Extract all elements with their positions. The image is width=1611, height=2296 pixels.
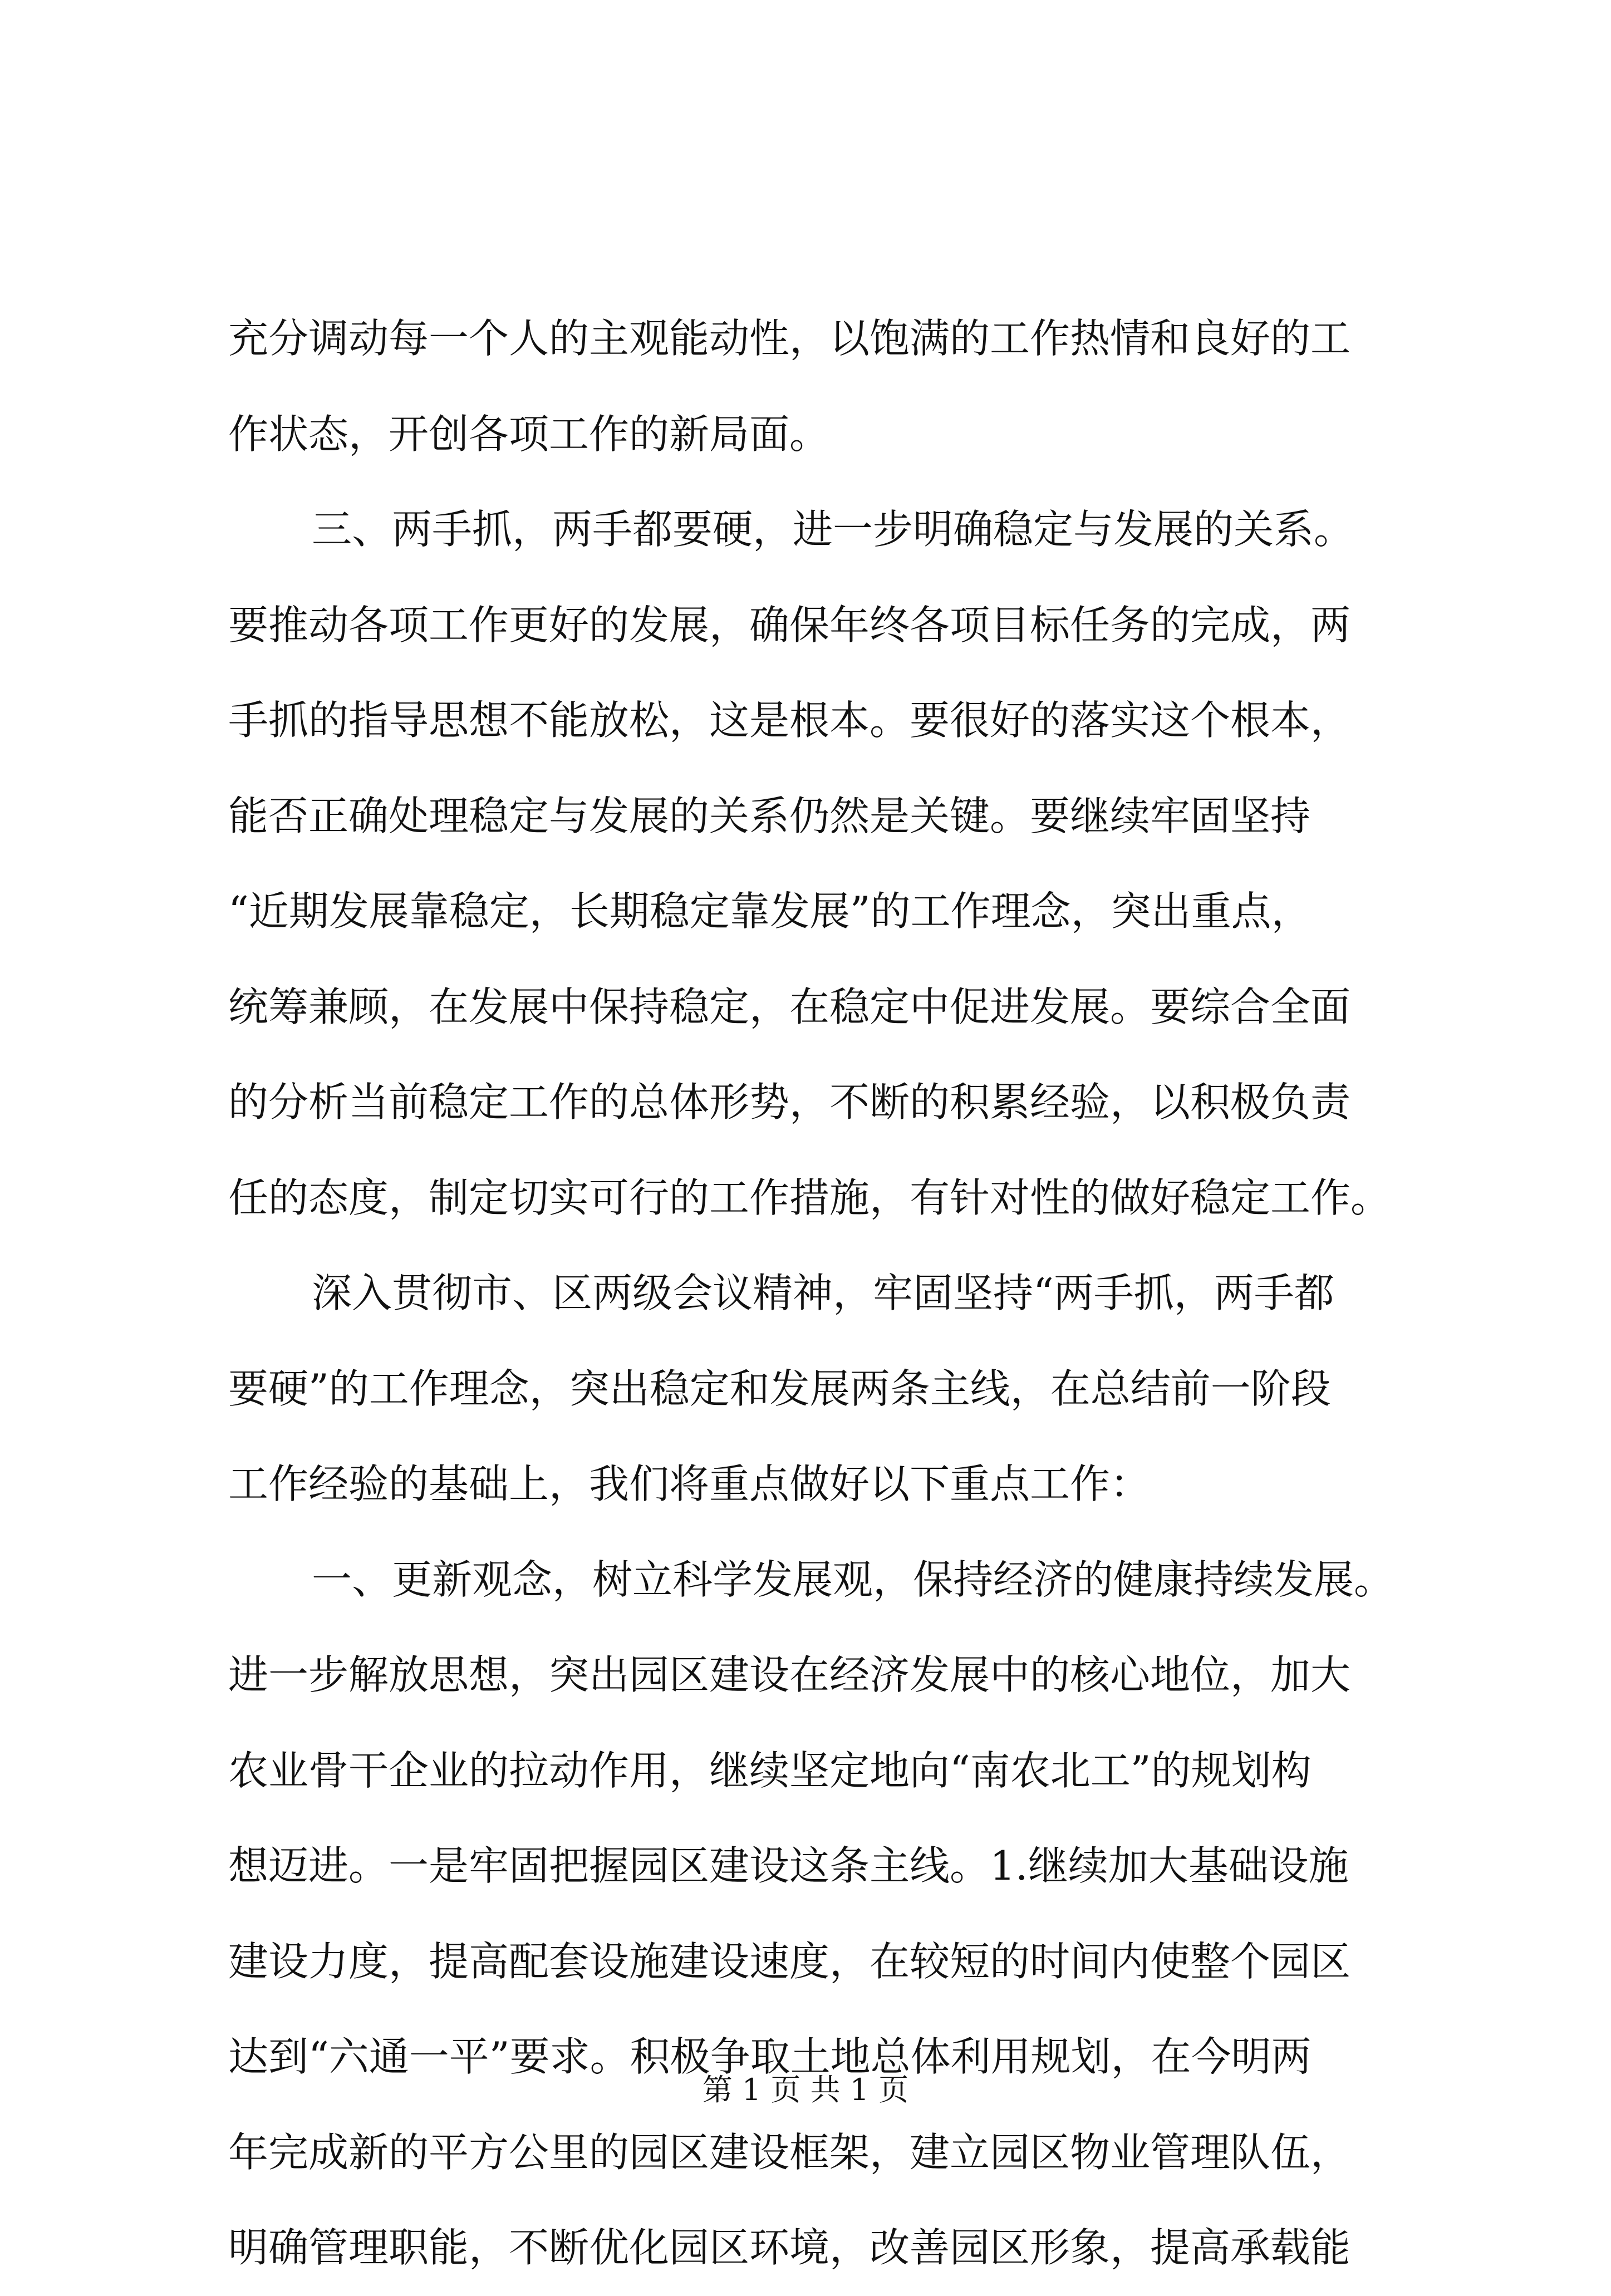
text-line: 充分调动每一个人的主观能动性，以饱满的工作热情和良好的工 bbox=[228, 315, 1351, 362]
section-heading-line: 三、两手抓，两手都要硬，进一步明确稳定与发展的关系。 bbox=[312, 506, 1354, 553]
text-line: 进一步解放思想，突出园区建设在经济发展中的核心地位，加大 bbox=[228, 1651, 1351, 1698]
document-body bbox=[228, 291, 1408, 2296]
text-line: 年完成新的平方公里的园区建设框架，建立园区物业管理队伍， bbox=[228, 2128, 1351, 2176]
text-line: 建设力度，提高配套设施建设速度，在较短的时间内使整个园区 bbox=[228, 1938, 1351, 1985]
text-line: “近期发展靠稳定，长期稳定靠发展”的工作理念，突出重点， bbox=[228, 888, 1312, 935]
text-line: 达到“六通一平”要求。积极争取土地总体利用规划，在今明两 bbox=[228, 2033, 1312, 2080]
text-line: 的分析当前稳定工作的总体形势，不断的积累经验，以积极负责 bbox=[228, 1079, 1351, 1125]
page-number-footer: 第 1 页 共 1 页 bbox=[702, 2072, 909, 2107]
text-line: 想迈进。一是牢固把握园区建设这条主线。1.继续加大基础设施 bbox=[228, 1842, 1349, 1889]
text-line: 任的态度，制定切实可行的工作措施，有针对性的做好稳定工作。 bbox=[228, 1174, 1391, 1221]
text-line: 要硬”的工作理念，突出稳定和发展两条主线，在总结前一阶段 bbox=[228, 1365, 1331, 1412]
text-line: 明确管理职能，不断优化园区环境，改善园区形象，提高承载能 bbox=[228, 2224, 1351, 2271]
paragraph-start-line: 深入贯彻市、区两级会议精神，牢固坚持“两手抓，两手都 bbox=[312, 1270, 1334, 1316]
section-heading-line: 一、更新观念，树立科学发展观，保持经济的健康持续发展。 bbox=[312, 1556, 1394, 1603]
text-line: 能否正确处理稳定与发展的关系仍然是关键。要继续牢固坚持 bbox=[228, 792, 1311, 839]
text-line: 农业骨干企业的拉动作用，继续坚定地向“南农北工”的规划构 bbox=[228, 1747, 1312, 1794]
text-line: 作状态，开创各项工作的新局面。 bbox=[228, 410, 830, 458]
text-line: 要推动各项工作更好的发展，确保年终各项目标任务的完成，两 bbox=[228, 601, 1351, 648]
text-line: 统筹兼顾，在发展中保持稳定，在稳定中促进发展。要综合全面 bbox=[228, 983, 1351, 1030]
text-line: 手抓的指导思想不能放松，这是根本。要很好的落实这个根本， bbox=[228, 697, 1351, 744]
text-line: 工作经验的基础上，我们将重点做好以下重点工作： bbox=[228, 1461, 1151, 1507]
